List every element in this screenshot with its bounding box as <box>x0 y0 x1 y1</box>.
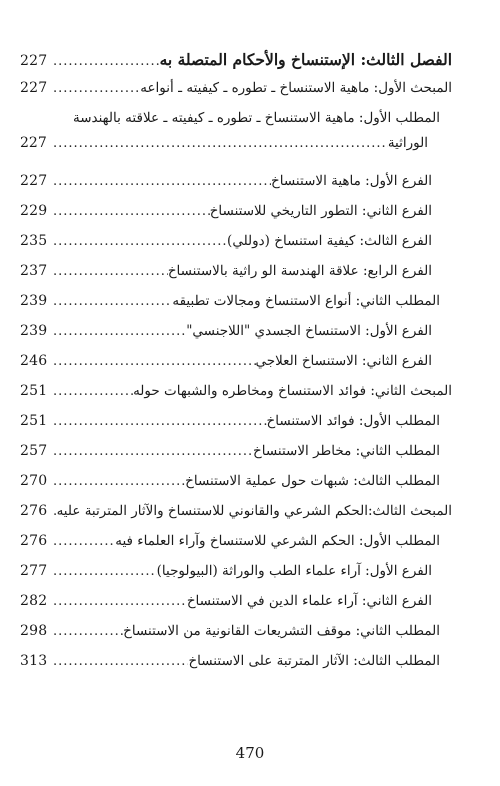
toc-entry <box>20 653 452 683</box>
toc-leader-dots <box>50 54 160 69</box>
toc-page-number: 239 <box>20 323 48 339</box>
toc-leader-dots <box>50 414 267 429</box>
toc-leader-dots <box>50 294 172 309</box>
toc-entry-title: المطلب الثاني: أنواع الاستنساخ ومجالات تطبيقه <box>172 293 440 309</box>
toc-leader-dots <box>50 534 115 549</box>
toc-entry <box>20 80 452 110</box>
toc-entry <box>20 443 452 473</box>
toc-entry-title: المبحث الأول: ماهية الاستنساخ ـ تطوره ـ كيفيته ـ أنواعه <box>140 80 452 96</box>
toc-entry <box>20 413 452 443</box>
toc-entry <box>20 263 452 293</box>
toc-entry <box>20 323 452 353</box>
toc-page-number: 229 <box>20 203 48 219</box>
toc-entry <box>20 503 452 533</box>
toc-entry-title: المطلب الثالث: شبهات حول عملية الاستنساخ <box>185 473 440 489</box>
toc-page-number: 227 <box>20 173 48 189</box>
toc-leader-dots <box>50 564 157 579</box>
toc-page-number: 276 <box>20 533 48 549</box>
toc-entry-title: الفرع الثاني: التطور التاريخي للاستنساخ <box>209 203 432 219</box>
toc-entry-title: المطلب الثاني: مخاطر الاستنساخ <box>253 443 440 459</box>
toc-leader-dots <box>50 594 187 609</box>
toc-entry-title-continued: الوراثية <box>387 135 428 151</box>
toc-page-number: 277 <box>20 563 48 579</box>
toc-page-number: 313 <box>20 653 48 669</box>
toc-entry <box>20 593 452 623</box>
toc-leader-dots <box>50 234 227 249</box>
toc-entry <box>20 473 452 503</box>
toc-leader-dots <box>50 136 388 151</box>
toc-leader-dots <box>50 654 188 669</box>
toc-leader-dots <box>50 474 185 489</box>
toc-entry <box>20 563 452 593</box>
toc-leader-dots <box>50 174 271 189</box>
toc-entry <box>20 293 452 323</box>
toc-leader-dots <box>50 324 186 339</box>
toc-entry-title: المطلب الثالث: الآثار المترتبة على الاستنساخ <box>188 653 440 669</box>
toc-entry <box>20 623 452 653</box>
page-number: 470 <box>235 744 265 762</box>
toc-entry <box>20 173 452 203</box>
toc-entry-title: الفرع الرابع: علاقة الهندسة الو راثية بالاستنساخ <box>167 263 432 279</box>
toc-leader-dots <box>50 444 253 459</box>
toc-entry-title: المبحث الثالث:الحكم الشرعي والقانوني للاستنساخ والآثار المترتبة عليه <box>56 503 452 519</box>
toc-page-number: 237 <box>20 263 48 279</box>
toc-entry-title: المطلب الأول: فوائد الاستنساخ <box>266 413 440 429</box>
toc-page-number: 257 <box>20 443 48 459</box>
toc-entry-title: المطلب الأول: الحكم الشرعي للاستنساخ وآراء العلماء فيه <box>115 533 440 549</box>
toc-page-number: 270 <box>20 473 48 489</box>
toc-leader-dots <box>50 264 168 279</box>
toc-entry-title: المطلب الأول: ماهية الاستنساخ ـ تطوره ـ كيفيته ـ علاقته بالهندسة <box>72 110 440 126</box>
toc-entry-title: الفرع الأول: ماهية الاستنساخ <box>271 173 432 189</box>
toc-page-number: 251 <box>20 383 48 399</box>
toc-page-number: 298 <box>20 623 48 639</box>
toc-entry <box>20 383 452 413</box>
toc-entry-title: الفرع الأول: الاستنساخ الجسدي "اللاجنسي" <box>186 323 432 339</box>
toc-entry-title: المطلب الثاني: موقف التشريعات القانونية من الاستنساخ <box>123 623 440 639</box>
toc-page-number: 235 <box>20 233 48 249</box>
toc-page-number: 227 <box>20 53 48 69</box>
toc-entry <box>20 233 452 263</box>
toc-chapter-title: الفصل الثالث: الإستنساخ والأحكام المتصلة به <box>159 50 452 69</box>
toc-entry <box>20 110 452 173</box>
toc-entry <box>20 353 452 383</box>
toc-entry-title: الفرع الثالث: كيفية استنساخ (دوللي) <box>227 233 432 249</box>
table-of-contents <box>20 50 452 683</box>
toc-entry-title: المبحث الثاني: فوائد الاستنساخ ومخاطره والشبهات حوله <box>133 383 452 399</box>
toc-entry-title: الفرع الأول: آراء علماء الطب والوراثة (البيولوجيا) <box>156 563 432 579</box>
toc-leader-dots <box>50 354 256 369</box>
toc-leader-dots <box>50 624 123 639</box>
toc-leader-dots <box>50 81 140 96</box>
toc-page-number: 276 <box>20 503 48 519</box>
toc-leader-dots <box>50 204 210 219</box>
toc-leader-dots <box>50 384 133 399</box>
toc-entry <box>20 203 452 233</box>
toc-entry <box>20 533 452 563</box>
toc-page-number: 282 <box>20 593 48 609</box>
toc-page-number: 239 <box>20 293 48 309</box>
toc-page-number: 246 <box>20 353 48 369</box>
toc-page-number: 251 <box>20 413 48 429</box>
toc-page-number: 227 <box>20 135 47 151</box>
toc-entry-title: الفرع الثاني: آراء علماء الدين في الاستنساخ <box>186 593 432 609</box>
toc-entry-title: الفرع الثاني: الاستنساخ العلاجي <box>255 353 432 369</box>
toc-page-number: 227 <box>20 80 48 96</box>
toc-chapter-heading <box>20 50 452 80</box>
